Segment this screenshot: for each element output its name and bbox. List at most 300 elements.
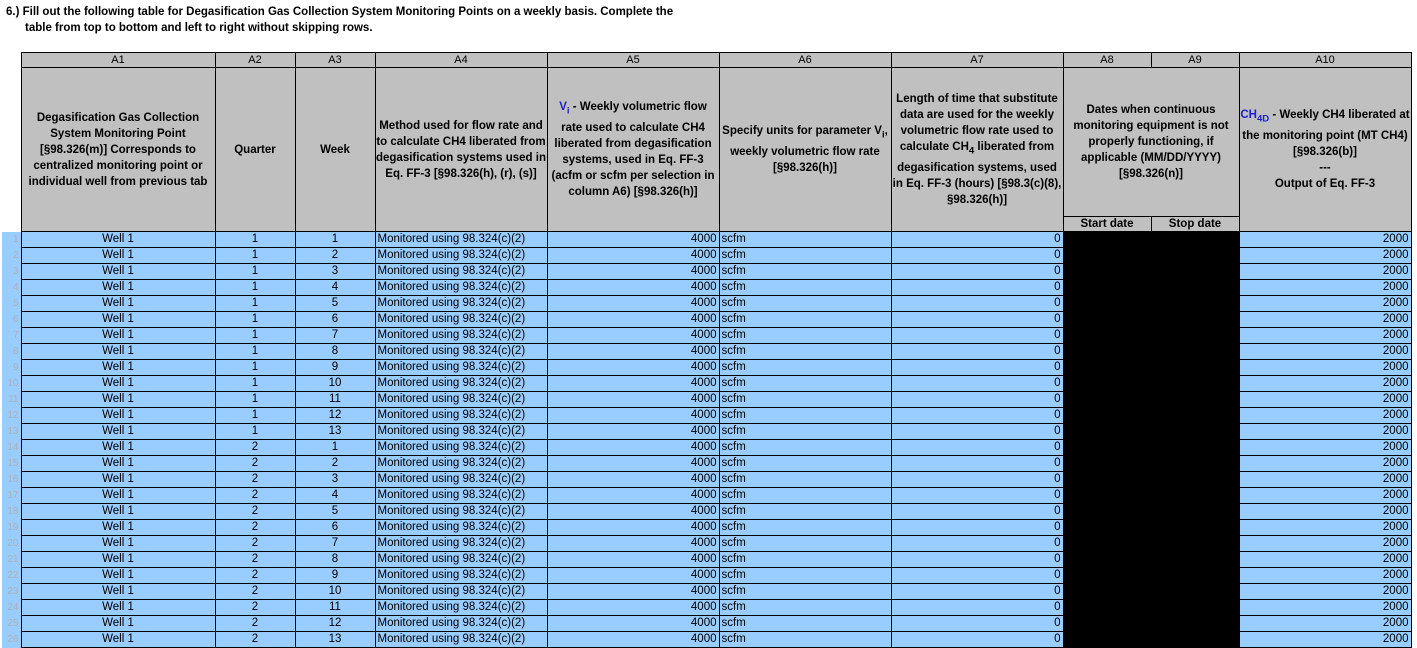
table-row (2, 392, 1411, 408)
col-header-a1[interactable]: A1 (21, 53, 215, 68)
cell-method[interactable]: Monitored using 98.324(c)(2) (375, 568, 547, 584)
cell-week[interactable]: 6 (295, 520, 375, 536)
cell-substitute-hours[interactable]: 0 (891, 296, 1063, 312)
cell-start-date (1063, 360, 1151, 376)
cell-weekly-ch4[interactable]: 2000 (1239, 600, 1411, 616)
cell-flow-rate[interactable]: 4000 (547, 552, 719, 568)
cell-stop-date (1151, 360, 1239, 376)
cell-weekly-ch4[interactable]: 2000 (1239, 536, 1411, 552)
table-row (2, 312, 1411, 328)
cell-weekly-ch4[interactable]: 2000 (1239, 248, 1411, 264)
cell-flow-rate[interactable]: 4000 (547, 440, 719, 456)
cell-monitoring-point[interactable]: Well 1 (21, 504, 215, 520)
cell-weekly-ch4[interactable]: 2000 (1239, 456, 1411, 472)
cell-units[interactable]: scfm (719, 472, 891, 488)
cell-substitute-hours[interactable]: 0 (891, 312, 1063, 328)
cell-flow-rate[interactable]: 4000 (547, 248, 719, 264)
cell-weekly-ch4[interactable]: 2000 (1239, 392, 1411, 408)
cell-units[interactable]: scfm (719, 456, 891, 472)
cell-method[interactable]: Monitored using 98.324(c)(2) (375, 584, 547, 600)
cell-quarter[interactable]: 2 (215, 520, 295, 536)
cell-substitute-hours[interactable]: 0 (891, 504, 1063, 520)
cell-week[interactable]: 3 (295, 472, 375, 488)
cell-start-date (1063, 616, 1151, 632)
cell-units[interactable]: scfm (719, 376, 891, 392)
cell-stop-date (1151, 504, 1239, 520)
cell-weekly-ch4[interactable]: 2000 (1239, 424, 1411, 440)
cell-method[interactable]: Monitored using 98.324(c)(2) (375, 520, 547, 536)
cell-week[interactable]: 3 (295, 264, 375, 280)
cell-stop-date (1151, 472, 1239, 488)
cell-units[interactable]: scfm (719, 552, 891, 568)
cell-stop-date (1151, 328, 1239, 344)
header-start-date: Start date (1063, 217, 1151, 232)
table-row (2, 568, 1411, 584)
cell-flow-rate[interactable]: 4000 (547, 392, 719, 408)
cell-start-date (1063, 584, 1151, 600)
cell-units[interactable]: scfm (719, 328, 891, 344)
cell-substitute-hours[interactable]: 0 (891, 488, 1063, 504)
cell-method[interactable]: Monitored using 98.324(c)(2) (375, 536, 547, 552)
cell-start-date (1063, 440, 1151, 456)
cell-method[interactable]: Monitored using 98.324(c)(2) (375, 440, 547, 456)
cell-week[interactable]: 5 (295, 296, 375, 312)
cell-flow-rate[interactable]: 4000 (547, 408, 719, 424)
cell-start-date (1063, 456, 1151, 472)
header-malfunction-dates: Dates when continuous monitoring equipment is not properly functioning, if applicable (MM/DD/YYYY) [§98.326(n)] (1063, 68, 1239, 217)
cell-weekly-ch4[interactable]: 2000 (1239, 552, 1411, 568)
cell-flow-rate[interactable]: 4000 (547, 536, 719, 552)
cell-weekly-ch4[interactable]: 2000 (1239, 408, 1411, 424)
header-method: Method used for flow rate and to calculate CH4 liberated from degasification systems used in Eq. FF-3 [§98.326(h), (r), (s)] (375, 68, 547, 232)
cell-start-date (1063, 504, 1151, 520)
cell-substitute-hours[interactable]: 0 (891, 632, 1063, 648)
cell-monitoring-point[interactable]: Well 1 (21, 568, 215, 584)
table-row (2, 504, 1411, 520)
cell-substitute-hours[interactable]: 0 (891, 344, 1063, 360)
cell-substitute-hours[interactable]: 0 (891, 328, 1063, 344)
cell-flow-rate[interactable]: 4000 (547, 360, 719, 376)
col-header-a3[interactable]: A3 (295, 53, 375, 68)
cell-stop-date (1151, 616, 1239, 632)
cell-monitoring-point[interactable]: Well 1 (21, 344, 215, 360)
row-number: 11 (2, 392, 21, 408)
cell-method[interactable]: Monitored using 98.324(c)(2) (375, 632, 547, 648)
cell-week[interactable]: 8 (295, 344, 375, 360)
cell-units[interactable]: scfm (719, 568, 891, 584)
cell-monitoring-point[interactable]: Well 1 (21, 328, 215, 344)
cell-start-date (1063, 488, 1151, 504)
cell-week[interactable]: 4 (295, 280, 375, 296)
cell-method[interactable]: Monitored using 98.324(c)(2) (375, 616, 547, 632)
cell-monitoring-point[interactable]: Well 1 (21, 536, 215, 552)
cell-weekly-ch4[interactable]: 2000 (1239, 232, 1411, 248)
cell-flow-rate[interactable]: 4000 (547, 424, 719, 440)
cell-method[interactable]: Monitored using 98.324(c)(2) (375, 280, 547, 296)
cell-week[interactable]: 10 (295, 584, 375, 600)
cell-monitoring-point[interactable]: Well 1 (21, 552, 215, 568)
cell-units[interactable]: scfm (719, 280, 891, 296)
cell-stop-date (1151, 296, 1239, 312)
cell-substitute-hours[interactable]: 0 (891, 568, 1063, 584)
cell-quarter[interactable]: 2 (215, 472, 295, 488)
cell-flow-rate[interactable]: 4000 (547, 488, 719, 504)
cell-quarter[interactable]: 2 (215, 600, 295, 616)
cell-start-date (1063, 376, 1151, 392)
cell-monitoring-point[interactable]: Well 1 (21, 296, 215, 312)
table-row (2, 632, 1411, 648)
table-row (2, 488, 1411, 504)
cell-method[interactable]: Monitored using 98.324(c)(2) (375, 328, 547, 344)
cell-stop-date (1151, 584, 1239, 600)
cell-flow-rate[interactable]: 4000 (547, 600, 719, 616)
cell-substitute-hours[interactable]: 0 (891, 248, 1063, 264)
cell-week[interactable]: 12 (295, 408, 375, 424)
cell-method[interactable]: Monitored using 98.324(c)(2) (375, 264, 547, 280)
cell-method[interactable]: Monitored using 98.324(c)(2) (375, 488, 547, 504)
cell-weekly-ch4[interactable]: 2000 (1239, 584, 1411, 600)
cell-flow-rate[interactable]: 4000 (547, 328, 719, 344)
col-header-a10[interactable]: A10 (1239, 53, 1411, 68)
cell-start-date (1063, 344, 1151, 360)
cell-weekly-ch4[interactable]: 2000 (1239, 296, 1411, 312)
cell-quarter[interactable]: 2 (215, 552, 295, 568)
table-row (2, 232, 1411, 248)
cell-flow-rate[interactable]: 4000 (547, 232, 719, 248)
cell-method[interactable]: Monitored using 98.324(c)(2) (375, 360, 547, 376)
cell-quarter[interactable]: 2 (215, 504, 295, 520)
row-number: 13 (2, 424, 21, 440)
cell-flow-rate[interactable]: 4000 (547, 456, 719, 472)
cell-substitute-hours[interactable]: 0 (891, 392, 1063, 408)
cell-quarter[interactable]: 2 (215, 536, 295, 552)
cell-weekly-ch4[interactable]: 2000 (1239, 632, 1411, 648)
cell-week[interactable]: 6 (295, 312, 375, 328)
cell-monitoring-point[interactable]: Well 1 (21, 264, 215, 280)
row-number: 10 (2, 376, 21, 392)
row-number: 17 (2, 488, 21, 504)
row-number: 23 (2, 584, 21, 600)
row-number: 24 (2, 600, 21, 616)
cell-quarter[interactable]: 1 (215, 312, 295, 328)
table-row (2, 424, 1411, 440)
cell-method[interactable]: Monitored using 98.324(c)(2) (375, 392, 547, 408)
cell-quarter[interactable]: 2 (215, 488, 295, 504)
cell-flow-rate[interactable]: 4000 (547, 344, 719, 360)
cell-start-date (1063, 264, 1151, 280)
cell-weekly-ch4[interactable]: 2000 (1239, 360, 1411, 376)
row-number: 15 (2, 456, 21, 472)
col-header-a6[interactable]: A6 (719, 53, 891, 68)
cell-method[interactable]: Monitored using 98.324(c)(2) (375, 472, 547, 488)
cell-monitoring-point[interactable]: Well 1 (21, 520, 215, 536)
cell-method[interactable]: Monitored using 98.324(c)(2) (375, 504, 547, 520)
table-row (2, 552, 1411, 568)
cell-weekly-ch4[interactable]: 2000 (1239, 616, 1411, 632)
cell-flow-rate[interactable]: 4000 (547, 312, 719, 328)
cell-monitoring-point[interactable]: Well 1 (21, 312, 215, 328)
cell-method[interactable]: Monitored using 98.324(c)(2) (375, 296, 547, 312)
col-header-a4[interactable]: A4 (375, 53, 547, 68)
cell-units[interactable]: scfm (719, 344, 891, 360)
cell-substitute-hours[interactable]: 0 (891, 472, 1063, 488)
cell-monitoring-point[interactable]: Well 1 (21, 424, 215, 440)
cell-week[interactable]: 13 (295, 632, 375, 648)
cell-units[interactable]: scfm (719, 536, 891, 552)
cell-flow-rate[interactable]: 4000 (547, 504, 719, 520)
cell-weekly-ch4[interactable]: 2000 (1239, 344, 1411, 360)
cell-quarter[interactable]: 2 (215, 616, 295, 632)
cell-method[interactable]: Monitored using 98.324(c)(2) (375, 376, 547, 392)
cell-start-date (1063, 328, 1151, 344)
cell-stop-date (1151, 408, 1239, 424)
cell-method[interactable]: Monitored using 98.324(c)(2) (375, 424, 547, 440)
cell-units[interactable]: scfm (719, 520, 891, 536)
cell-weekly-ch4[interactable]: 2000 (1239, 568, 1411, 584)
cell-week[interactable]: 1 (295, 232, 375, 248)
cell-units[interactable]: scfm (719, 600, 891, 616)
table-row (2, 360, 1411, 376)
cell-substitute-hours[interactable]: 0 (891, 552, 1063, 568)
header-flow-units: Specify units for parameter $V_i$, weekly volumetric flow rate [§98.326(h)] (719, 68, 891, 232)
cell-quarter[interactable]: 1 (215, 360, 295, 376)
cell-units[interactable]: scfm (719, 504, 891, 520)
cell-units[interactable]: scfm (719, 584, 891, 600)
header-stop-date: Stop date (1151, 217, 1239, 232)
cell-flow-rate[interactable]: 4000 (547, 568, 719, 584)
cell-weekly-ch4[interactable]: 2000 (1239, 264, 1411, 280)
row-number: 21 (2, 552, 21, 568)
cell-monitoring-point[interactable]: Well 1 (21, 360, 215, 376)
header-quarter: Quarter (215, 68, 295, 232)
cell-units[interactable]: scfm (719, 632, 891, 648)
table-row (2, 344, 1411, 360)
cell-units[interactable]: scfm (719, 440, 891, 456)
table-row (2, 280, 1411, 296)
cell-monitoring-point[interactable]: Well 1 (21, 632, 215, 648)
cell-quarter[interactable]: 1 (215, 296, 295, 312)
cell-units[interactable]: scfm (719, 392, 891, 408)
column-letter-row (2, 53, 1411, 68)
cell-quarter[interactable]: 1 (215, 344, 295, 360)
table-row (2, 248, 1411, 264)
cell-flow-rate[interactable]: 4000 (547, 616, 719, 632)
cell-units[interactable]: scfm (719, 296, 891, 312)
cell-quarter[interactable]: 1 (215, 376, 295, 392)
cell-monitoring-point[interactable]: Well 1 (21, 600, 215, 616)
cell-substitute-hours[interactable]: 0 (891, 520, 1063, 536)
cell-stop-date (1151, 568, 1239, 584)
cell-substitute-hours[interactable]: 0 (891, 600, 1063, 616)
cell-week[interactable]: 5 (295, 504, 375, 520)
cell-quarter[interactable]: 2 (215, 440, 295, 456)
cell-method[interactable]: Monitored using 98.324(c)(2) (375, 312, 547, 328)
cell-substitute-hours[interactable]: 0 (891, 280, 1063, 296)
cell-stop-date (1151, 248, 1239, 264)
cell-flow-rate[interactable]: 4000 (547, 264, 719, 280)
cell-weekly-ch4[interactable]: 2000 (1239, 376, 1411, 392)
cell-stop-date (1151, 456, 1239, 472)
cell-quarter[interactable]: 1 (215, 392, 295, 408)
cell-start-date (1063, 552, 1151, 568)
cell-units[interactable]: scfm (719, 264, 891, 280)
cell-week[interactable]: 11 (295, 392, 375, 408)
cell-flow-rate[interactable]: 4000 (547, 376, 719, 392)
cell-weekly-ch4[interactable]: 2000 (1239, 312, 1411, 328)
cell-substitute-hours[interactable]: 0 (891, 440, 1063, 456)
cell-start-date (1063, 408, 1151, 424)
row-number: 6 (2, 312, 21, 328)
table-row (2, 536, 1411, 552)
cell-monitoring-point[interactable]: Well 1 (21, 280, 215, 296)
row-number: 5 (2, 296, 21, 312)
col-header-a7[interactable]: A7 (891, 53, 1063, 68)
cell-flow-rate[interactable]: 4000 (547, 632, 719, 648)
cell-units[interactable]: scfm (719, 232, 891, 248)
cell-stop-date (1151, 536, 1239, 552)
cell-week[interactable]: 13 (295, 424, 375, 440)
row-number: 20 (2, 536, 21, 552)
cell-weekly-ch4[interactable]: 2000 (1239, 488, 1411, 504)
cell-method[interactable]: Monitored using 98.324(c)(2) (375, 232, 547, 248)
cell-substitute-hours[interactable]: 0 (891, 456, 1063, 472)
table-row (2, 520, 1411, 536)
cell-quarter[interactable]: 1 (215, 424, 295, 440)
cell-weekly-ch4[interactable]: 2000 (1239, 440, 1411, 456)
cell-quarter[interactable]: 1 (215, 328, 295, 344)
cell-stop-date (1151, 232, 1239, 248)
monitoring-points-table (2, 52, 1412, 648)
cell-monitoring-point[interactable]: Well 1 (21, 488, 215, 504)
col-header-a8[interactable]: A8 (1063, 53, 1151, 68)
cell-flow-rate[interactable]: 4000 (547, 584, 719, 600)
cell-monitoring-point[interactable]: Well 1 (21, 248, 215, 264)
cell-week[interactable]: 7 (295, 328, 375, 344)
cell-week[interactable]: 2 (295, 248, 375, 264)
cell-week[interactable]: 11 (295, 600, 375, 616)
cell-units[interactable]: scfm (719, 312, 891, 328)
description-header-row (2, 68, 1411, 217)
cell-weekly-ch4[interactable]: 2000 (1239, 472, 1411, 488)
table-row (2, 376, 1411, 392)
cell-method[interactable]: Monitored using 98.324(c)(2) (375, 344, 547, 360)
cell-flow-rate[interactable]: 4000 (547, 472, 719, 488)
cell-monitoring-point[interactable]: Well 1 (21, 392, 215, 408)
cell-week[interactable]: 9 (295, 360, 375, 376)
cell-monitoring-point[interactable]: Well 1 (21, 584, 215, 600)
cell-stop-date (1151, 312, 1239, 328)
cell-monitoring-point[interactable]: Well 1 (21, 440, 215, 456)
cell-substitute-hours[interactable]: 0 (891, 232, 1063, 248)
cell-start-date (1063, 424, 1151, 440)
col-header-a9[interactable]: A9 (1151, 53, 1239, 68)
instructions-line-2: table from top to bottom and left to right without skipping rows. (25, 22, 373, 34)
cell-substitute-hours[interactable]: 0 (891, 264, 1063, 280)
cell-monitoring-point[interactable]: Well 1 (21, 616, 215, 632)
table-row (2, 264, 1411, 280)
table-row (2, 584, 1411, 600)
header-monitoring-point: Degasification Gas Collection System Monitoring Point [§98.326(m)] Corresponds to centralized monitoring point or individual well from previous tab (21, 68, 215, 232)
cell-quarter[interactable]: 2 (215, 456, 295, 472)
cell-units[interactable]: scfm (719, 248, 891, 264)
cell-stop-date (1151, 280, 1239, 296)
cell-week[interactable]: 9 (295, 568, 375, 584)
cell-start-date (1063, 472, 1151, 488)
cell-monitoring-point[interactable]: Well 1 (21, 376, 215, 392)
cell-units[interactable]: scfm (719, 408, 891, 424)
cell-monitoring-point[interactable]: Well 1 (21, 456, 215, 472)
cell-flow-rate[interactable]: 4000 (547, 296, 719, 312)
cell-flow-rate[interactable]: 4000 (547, 520, 719, 536)
cell-units[interactable]: scfm (719, 424, 891, 440)
row-number: 16 (2, 472, 21, 488)
cell-flow-rate[interactable]: 4000 (547, 280, 719, 296)
cell-start-date (1063, 536, 1151, 552)
cell-week[interactable]: 8 (295, 552, 375, 568)
cell-quarter[interactable]: 1 (215, 264, 295, 280)
cell-weekly-ch4[interactable]: 2000 (1239, 328, 1411, 344)
cell-units[interactable]: scfm (719, 488, 891, 504)
cell-units[interactable]: scfm (719, 360, 891, 376)
cell-quarter[interactable]: 1 (215, 408, 295, 424)
cell-method[interactable]: Monitored using 98.324(c)(2) (375, 552, 547, 568)
cell-monitoring-point[interactable]: Well 1 (21, 408, 215, 424)
cell-weekly-ch4[interactable]: 2000 (1239, 504, 1411, 520)
table-row (2, 616, 1411, 632)
cell-monitoring-point[interactable]: Well 1 (21, 232, 215, 248)
cell-substitute-hours[interactable]: 0 (891, 424, 1063, 440)
cell-substitute-hours[interactable]: 0 (891, 376, 1063, 392)
cell-start-date (1063, 392, 1151, 408)
row-number: 14 (2, 440, 21, 456)
col-header-a5[interactable]: A5 (547, 53, 719, 68)
cell-week[interactable]: 7 (295, 536, 375, 552)
cell-stop-date (1151, 488, 1239, 504)
cell-week[interactable]: 1 (295, 440, 375, 456)
cell-weekly-ch4[interactable]: 2000 (1239, 520, 1411, 536)
cell-start-date (1063, 312, 1151, 328)
cell-weekly-ch4[interactable]: 2000 (1239, 280, 1411, 296)
cell-quarter[interactable]: 1 (215, 248, 295, 264)
cell-method[interactable]: Monitored using 98.324(c)(2) (375, 600, 547, 616)
cell-substitute-hours[interactable]: 0 (891, 360, 1063, 376)
cell-monitoring-point[interactable]: Well 1 (21, 472, 215, 488)
cell-quarter[interactable]: 2 (215, 568, 295, 584)
header-weekly-ch4: $CH_{4D}$ - Weekly CH4 liberated at the monitoring point (MT CH4) [§98.326(b)] --- Output of Eq. FF-3 (1239, 68, 1411, 232)
cell-method[interactable]: Monitored using 98.324(c)(2) (375, 456, 547, 472)
table-row (2, 456, 1411, 472)
cell-quarter[interactable]: 2 (215, 584, 295, 600)
cell-week[interactable]: 4 (295, 488, 375, 504)
cell-week[interactable]: 2 (295, 456, 375, 472)
table-row (2, 328, 1411, 344)
col-header-a2[interactable]: A2 (215, 53, 295, 68)
cell-quarter[interactable]: 1 (215, 232, 295, 248)
cell-method[interactable]: Monitored using 98.324(c)(2) (375, 248, 547, 264)
cell-method[interactable]: Monitored using 98.324(c)(2) (375, 408, 547, 424)
cell-substitute-hours[interactable]: 0 (891, 408, 1063, 424)
cell-start-date (1063, 232, 1151, 248)
cell-substitute-hours[interactable]: 0 (891, 536, 1063, 552)
cell-units[interactable]: scfm (719, 616, 891, 632)
row-number: 1 (2, 232, 21, 248)
cell-week[interactable]: 10 (295, 376, 375, 392)
cell-week[interactable]: 12 (295, 616, 375, 632)
cell-quarter[interactable]: 1 (215, 280, 295, 296)
cell-substitute-hours[interactable]: 0 (891, 584, 1063, 600)
cell-quarter[interactable]: 2 (215, 632, 295, 648)
cell-substitute-hours[interactable]: 0 (891, 616, 1063, 632)
